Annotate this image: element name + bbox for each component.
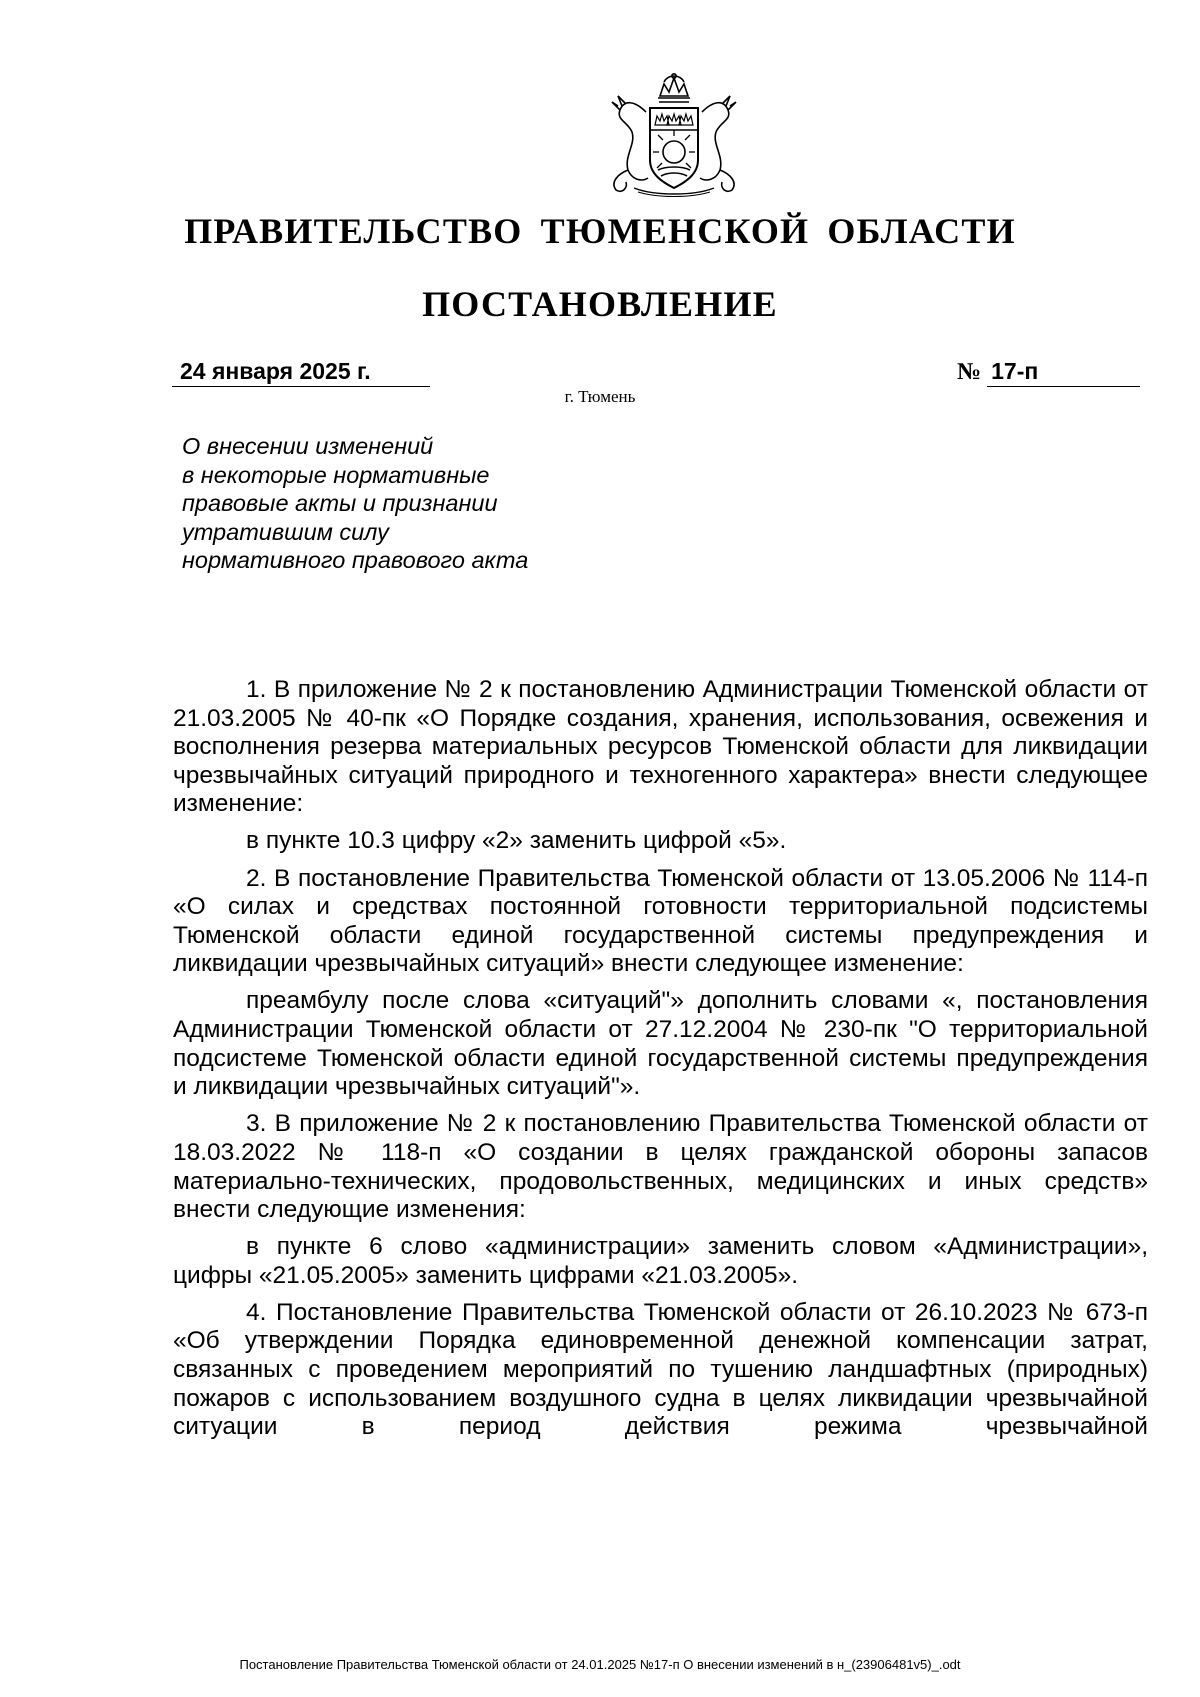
document-city: г. Тюмень: [564, 387, 636, 406]
document-type-title: ПОСТАНОВЛЕНИЕ: [422, 284, 778, 324]
body-paragraph: 3. В приложение № 2 к постановлению Правительства Тюменской области от 18.03.2022 № 118-п «О создании в целях гражданской обороны запасов материально-технических, продовольственных, медицинских и иных средств» внести следующие изменения:: [173, 1110, 1148, 1224]
number-sign: №: [957, 359, 982, 385]
subject-line: правовые акты и признании: [182, 490, 498, 516]
document-number: [957, 358, 1140, 385]
page-footer: Постановление Правительства Тюменской области от 24.01.2025 №17-п О внесении изменений в н_(23906481v5)_.odt: [239, 1657, 961, 1672]
body-paragraph: в пункте 6 слово «администрации» заменить словом «Администрации», цифры «21.05.2005» заменить цифрами «21.03.2005».: [173, 1233, 1148, 1289]
document-subject: [182, 432, 602, 575]
subject-line: утратившим силу: [182, 518, 389, 545]
body-paragraph: 1. В приложение № 2 к постановлению Администрации Тюменской области от 21.03.2005 № 40-пк «О Порядке создания, хранения, использования, освежения и восполнения резерва материальных ресурсов Тюменской области для ликвидации чрезвычайных ситуаций природного и техногенного характера» внести следующее изменение:: [173, 676, 1148, 818]
document-date-value: 24 января 2025 г.: [180, 358, 371, 384]
subject-line: нормативного правового акта: [182, 547, 529, 573]
body-paragraph: в пункте 10.3 цифру «2» заменить цифрой «5».: [246, 827, 787, 855]
subject-line: в некоторые нормативные: [182, 461, 490, 488]
body-paragraph: преамбулу после слова «ситуаций"» дополнить словами «, постановления Администрации Тюменской области от 27.12.2004 № 230-пк "О территориальной подсистеме Тюменской области единой государственной системы предупреждения и ликвидации чрезвычайных ситуаций"».: [173, 987, 1148, 1101]
organization-title: ПРАВИТЕЛЬСТВО ТЮМЕНСКОЙ ОБЛАСТИ: [184, 211, 1016, 251]
subject-line: О внесении изменений: [182, 433, 434, 459]
body-paragraph: 2. В постановление Правительства Тюменской области от 13.05.2006 № 114-п «О силах и средствах постоянной готовности территориальной подсистемы Тюменской области единой государственной системы предупреждения и ликвидации чрезвычайных ситуаций» внести следующее изменение:: [173, 864, 1148, 978]
document-body: [173, 676, 1148, 1450]
document-number-value: 17-п: [991, 358, 1039, 384]
body-paragraph: 4. Постановление Правительства Тюменской области от 26.10.2023 № 673-п «Об утверждении Порядка единовременной денежной компенсации затрат, связанных с проведением мероприятий по тушению ландшафтных (природных) пожаров с использованием воздушного судна в целях ликвидации чрезвычайной ситуации в период действия режима чрезвычайной: [173, 1298, 1148, 1441]
tyumen-oblast-coat-of-arms-icon: [598, 70, 750, 198]
document-date: [172, 358, 430, 387]
